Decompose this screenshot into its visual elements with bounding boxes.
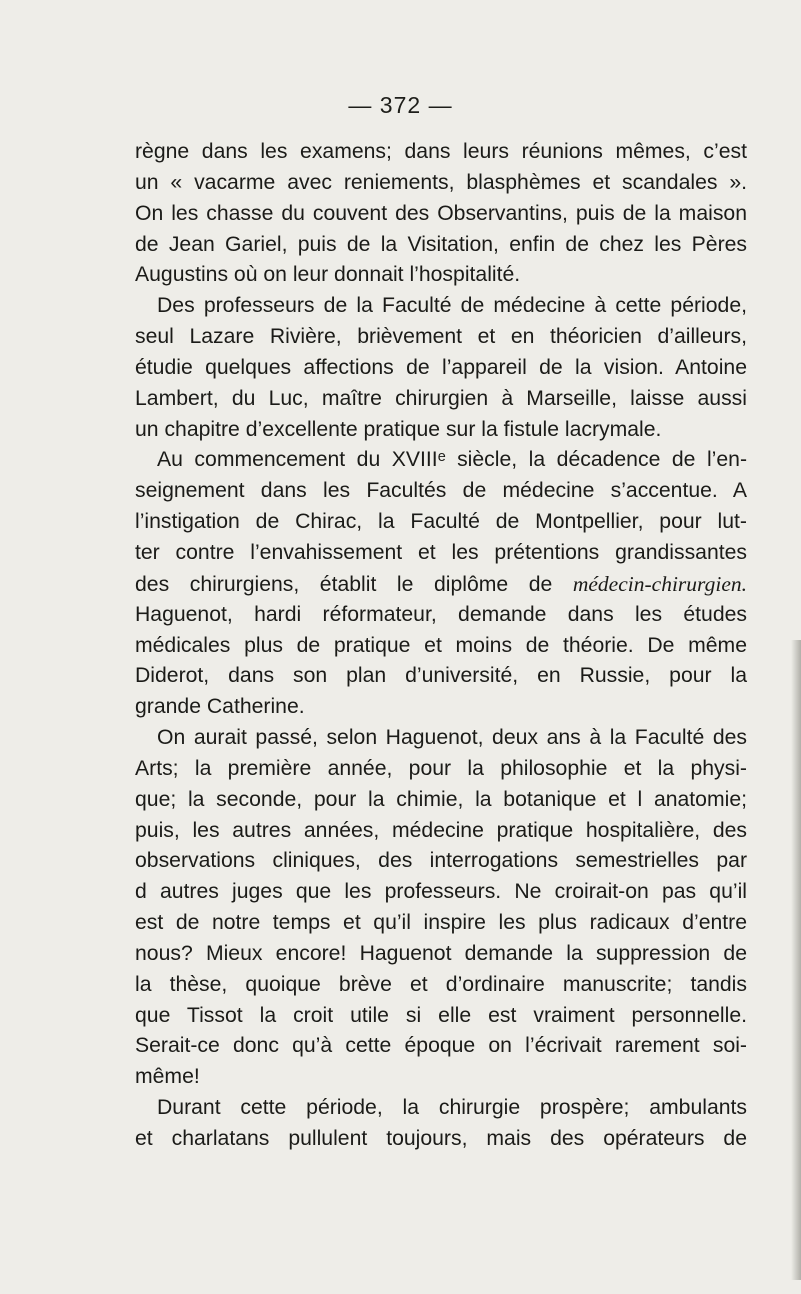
text-line (135, 939, 747, 970)
text-line (135, 507, 747, 538)
text-line-content: même! (135, 1065, 200, 1089)
text-line (135, 168, 747, 199)
text-line (135, 1031, 747, 1062)
text-line-content: et charlatans pullulent toujours, mais des opérateurs de (135, 1127, 747, 1150)
text-line-content: que; la seconde, pour la chimie, la botanique et l anatomie; (135, 787, 747, 811)
text-line (135, 692, 747, 723)
text-line (135, 877, 747, 908)
text-line (135, 476, 747, 507)
text-line (135, 260, 747, 291)
text-line-content: Des professeurs de la Faculté de médecine à cette période, (157, 294, 747, 318)
text-line (135, 445, 747, 476)
text-line (135, 908, 747, 939)
text-line (135, 723, 747, 754)
text-line-content: étudie quelques affections de l’appareil de la vision. Antoine (135, 355, 747, 379)
text-line (135, 538, 747, 569)
text-line-content: que Tissot la croit utile si elle est vraiment personnelle. (135, 1003, 747, 1027)
text-line-content: ter contre l’envahissement et les prétentions grandissantes (135, 540, 747, 564)
text-line-content: Durant cette période, la chirurgie prospère; ambulants (157, 1096, 747, 1120)
text-line (135, 291, 747, 322)
text-line (135, 137, 747, 168)
text-line-content: seul Lazare Rivière, brièvement et en théoricien d’ailleurs, (135, 325, 747, 349)
text-line-content: règne dans les examens; dans leurs réunions mêmes, c’est (135, 140, 747, 163)
text-line-content: un « vacarme avec reniements, blasphèmes et scandales ». (135, 170, 747, 194)
text-line-content: de Jean Gariel, puis de la Visitation, enfin de chez les Pères (135, 232, 747, 256)
text-line-content: d autres juges que les professeurs. Ne croirait-on pas qu’il (135, 880, 747, 904)
text-line-content: est de notre temps et qu’il inspire les plus radicaux d’entre (135, 911, 747, 935)
text-line (135, 816, 747, 847)
text-line (135, 661, 747, 692)
page-number: — 372 — (348, 92, 453, 118)
text-line (135, 1124, 747, 1155)
text-line-content: On les chasse du couvent des Observantins, puis de la maison (135, 201, 747, 225)
text-line (135, 230, 747, 261)
text-line-content: la thèse, quoique brève et d’ordinaire manuscrite; tandis (135, 972, 747, 996)
text-line (135, 1001, 747, 1032)
text-line (135, 415, 747, 446)
text-line-content: puis, les autres années, médecine pratique hospitalière, des (135, 818, 747, 842)
text-line (135, 1062, 747, 1093)
text-line-content: Arts; la première année, pour la philosophie et la physi- (135, 756, 747, 780)
text-line-content: Au commencement du XVIIIᵉ siècle, la décadence de l’en- (157, 448, 747, 472)
text-line-content: seignement dans les Facultés de médecine s’accentue. A (135, 479, 747, 503)
text-line-content: médicales plus de pratique et moins de théorie. De même (135, 633, 747, 657)
text-line (135, 754, 747, 785)
text-line-content: Diderot, dans son plan d’université, en Russie, pour la (135, 664, 747, 688)
text-line (135, 199, 747, 230)
text-line-content: un chapitre d’excellente pratique sur la fistule lacrymale. (135, 417, 662, 441)
italic-term: médecin-chirurgien. (572, 571, 747, 596)
text-line (135, 631, 747, 662)
text-line-content: Augustins où on leur donnait l’hospitalité. (135, 263, 521, 287)
text-line-content: Serait-ce donc qu’à cette époque on l’écrivait rarement soi- (135, 1034, 747, 1058)
text-line-content: nous? Mieux encore! Haguenot demande la suppression de (135, 941, 747, 965)
text-line (135, 1093, 747, 1124)
text-line (135, 384, 747, 415)
text-line (135, 569, 747, 600)
text-line-content: Lambert, du Luc, maître chirurgien à Marseille, laisse aussi (135, 386, 747, 410)
text-line (135, 970, 747, 1001)
text-line-content: grande Catherine. (135, 695, 305, 719)
body-text (135, 137, 747, 1155)
page-edge-shadow (791, 640, 801, 1280)
text-line (135, 353, 747, 384)
text-line (135, 600, 747, 631)
text-line (135, 322, 747, 353)
text-line (135, 846, 747, 877)
text-line-content: observations cliniques, des interrogations semestrielles par (135, 849, 747, 873)
text-line-content: On aurait passé, selon Haguenot, deux ans à la Faculté des (157, 726, 747, 750)
text-line (135, 785, 747, 816)
text-line-content: Haguenot, hardi réformateur, demande dans les études (135, 602, 747, 626)
text-line-content: des chirurgiens, établit le diplôme de (135, 572, 573, 596)
text-line-content: l’instigation de Chirac, la Faculté de Montpellier, pour lut- (135, 510, 747, 534)
